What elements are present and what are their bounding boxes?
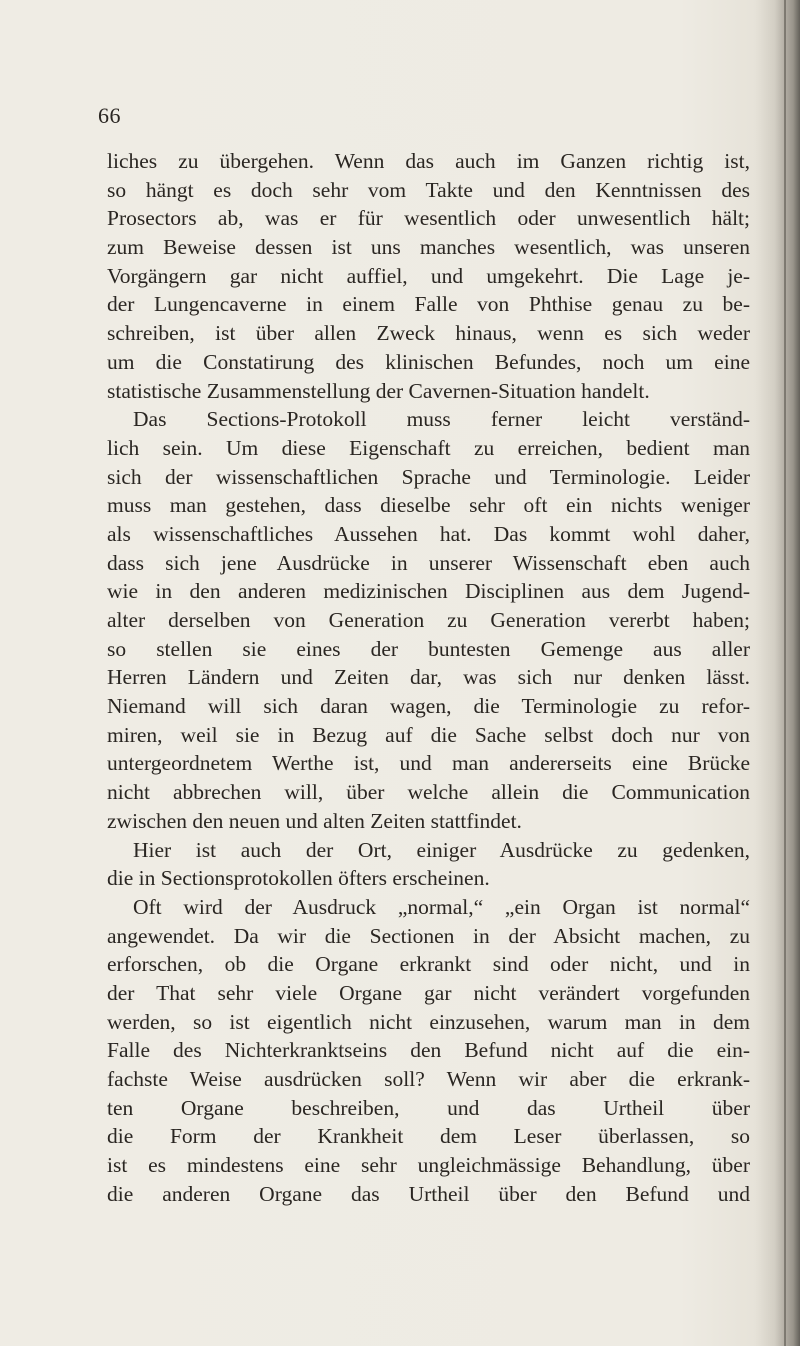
text-line: nicht abbrechen will, über welche allein die Communication bbox=[107, 780, 750, 805]
text-line: Falle des Nichterkranktseins den Befund nicht auf die ein- bbox=[107, 1038, 750, 1063]
text-line: um die Constatirung des klinischen Befundes, noch um eine bbox=[107, 349, 750, 374]
text-line: dass sich jene Ausdrücke in unserer Wissenschaft eben auch bbox=[107, 550, 750, 575]
text-line: die anderen Organe das Urtheil über den Befund und bbox=[107, 1181, 750, 1206]
text-line: Hier ist auch der Ort, einiger Ausdrücke zu gedenken, bbox=[133, 837, 750, 862]
text-line: miren, weil sie in Bezug auf die Sache selbst doch nur von bbox=[107, 722, 750, 747]
text-line: Das Sections-Protokoll muss ferner leicht verständ- bbox=[133, 407, 750, 432]
text-line: Oft wird der Ausdruck „normal,“ „ein Organ ist normal“ bbox=[133, 894, 750, 919]
text-line: lich sein. Um diese Eigenschaft zu erreichen, bedient man bbox=[107, 435, 750, 460]
text-line: Prosectors ab, was er für wesentlich oder unwesentlich hält; bbox=[107, 206, 750, 231]
text-line: Herren Ländern und Zeiten dar, was sich nur denken lässt. bbox=[107, 665, 750, 690]
text-line: als wissenschaftliches Aussehen hat. Das kommt wohl daher, bbox=[107, 521, 750, 546]
page-number: 66 bbox=[98, 103, 121, 128]
text-line: muss man gestehen, dass dieselbe sehr oft ein nichts weniger bbox=[107, 493, 750, 518]
text-line: die Form der Krankheit dem Leser überlassen, so bbox=[107, 1124, 750, 1149]
text-line: fachste Weise ausdrücken soll? Wenn wir aber die erkrank- bbox=[107, 1067, 750, 1091]
page-edge-shadow bbox=[754, 0, 800, 1346]
text-line: der Lungencaverne in einem Falle von Phthise genau zu be- bbox=[107, 292, 750, 317]
text-line: Vorgängern gar nicht auffiel, und umgekehrt. Die Lage je- bbox=[107, 263, 750, 288]
text-line: ist es mindestens eine sehr ungleichmässige Behandlung, über bbox=[107, 1153, 750, 1178]
page-edge-line bbox=[784, 0, 786, 1346]
text-line: schreiben, ist über allen Zweck hinaus, wenn es sich weder bbox=[107, 321, 750, 346]
text-line: werden, so ist eigentlich nicht einzusehen, warum man in dem bbox=[107, 1009, 750, 1034]
text-line: so stellen sie eines der buntesten Gemenge aus aller bbox=[107, 636, 750, 661]
text-line: zum Beweise dessen ist uns manches wesentlich, was unseren bbox=[107, 235, 750, 260]
body-text bbox=[107, 147, 750, 1208]
text-line: statistische Zusammenstellung der Cavernen-Situation handelt. bbox=[107, 378, 650, 403]
text-line: Niemand will sich daran wagen, die Terminologie zu refor- bbox=[107, 694, 750, 719]
text-line: sich der wissenschaftlichen Sprache und Terminologie. Leider bbox=[107, 464, 750, 489]
text-line: die in Sectionsprotokollen öfters erscheinen. bbox=[107, 866, 490, 891]
text-line: liches zu übergehen. Wenn das auch im Ganzen richtig ist, bbox=[107, 149, 750, 173]
text-line: so hängt es doch sehr vom Takte und den Kenntnissen des bbox=[107, 177, 750, 202]
text-line: zwischen den neuen und alten Zeiten stattfindet. bbox=[107, 808, 522, 833]
text-line: angewendet. Da wir die Sectionen in der Absicht machen, zu bbox=[107, 923, 750, 948]
text-line: der That sehr viele Organe gar nicht verändert vorgefunden bbox=[107, 980, 750, 1005]
text-line: ten Organe beschreiben, und das Urtheil über bbox=[107, 1095, 750, 1120]
text-line: erforschen, ob die Organe erkrankt sind oder nicht, und in bbox=[107, 952, 750, 977]
text-line: wie in den anderen medizinischen Disciplinen aus dem Jugend- bbox=[107, 579, 750, 604]
text-line: untergeordnetem Werthe ist, und man andererseits eine Brücke bbox=[107, 751, 750, 776]
text-line: alter derselben von Generation zu Generation vererbt haben; bbox=[107, 608, 750, 632]
